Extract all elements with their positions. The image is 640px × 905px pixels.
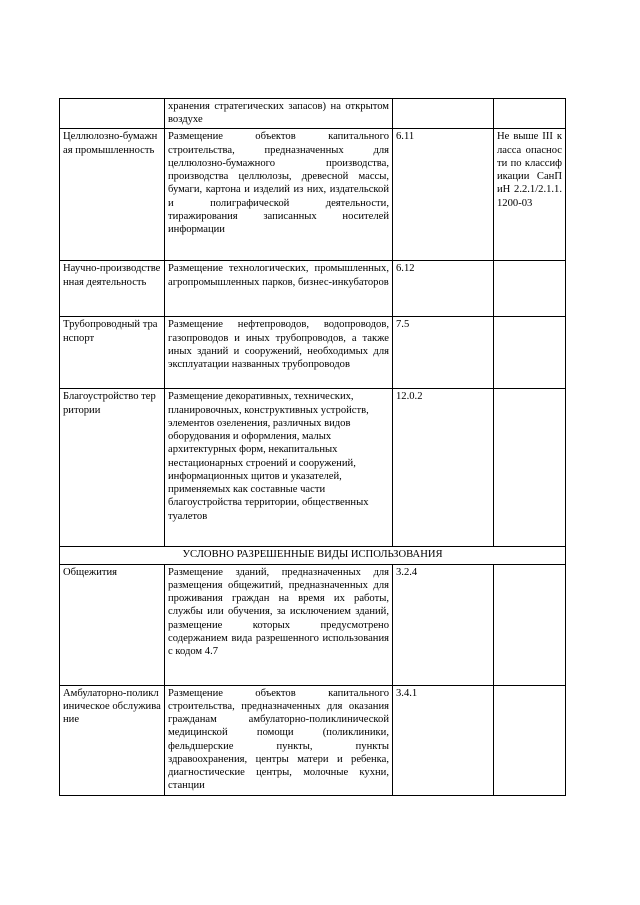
land-use-table <box>59 98 566 796</box>
code-cell: 3.4.1 <box>393 685 494 795</box>
restriction-cell <box>494 99 566 129</box>
restriction-cell <box>494 389 566 547</box>
description-cell: Размещение зданий, предназначенных для размещения общежитий, предназначенных для проживания граждан на время их работы, службы или обучения, за исключением зданий, размещение которых предусмотрено содержанием вида разрешенного использования с кодом 4.7 <box>165 564 393 685</box>
use-type-cell: Целлюлозно-бумажная промышленность <box>60 129 165 261</box>
table-row <box>60 261 566 317</box>
table-row <box>60 564 566 685</box>
code-cell: 12.0.2 <box>393 389 494 547</box>
table-row <box>60 129 566 261</box>
restriction-cell: Не выше III класса опасности по классификации СанПиН 2.2.1/2.1.1. 1200-03 <box>494 129 566 261</box>
code-cell: 6.11 <box>393 129 494 261</box>
code-cell: 7.5 <box>393 317 494 389</box>
table-row <box>60 389 566 547</box>
section-heading-row <box>60 547 566 564</box>
use-type-cell: Общежития <box>60 564 165 685</box>
code-cell: 6.12 <box>393 261 494 317</box>
description-cell: Размещение технологических, промышленных, агропромышленных парков, бизнес-инкубаторов <box>165 261 393 317</box>
use-type-cell: Трубопроводный транспорт <box>60 317 165 389</box>
use-type-cell <box>60 99 165 129</box>
restriction-cell <box>494 685 566 795</box>
description-cell: хранения стратегических запасов) на открытом воздухе <box>165 99 393 129</box>
restriction-cell <box>494 261 566 317</box>
use-type-cell: Благоустройство территории <box>60 389 165 547</box>
table-row <box>60 685 566 795</box>
code-cell <box>393 99 494 129</box>
description-cell: Размещение декоративных, технических, планировочных, конструктивных устройств, элементов озеленения, различных видов оборудования и оформления, малых архитектурных форм, некапитальных нестационарных строений и сооружений, информационных щитов и указателей, применяемых как составные части благоустройства территории, общественных туалетов <box>165 389 393 547</box>
table-row <box>60 317 566 389</box>
description-cell: Размещение объектов капитального строительства, предназначенных для оказания гражданам амбулаторно-поликлинической медицинской помощи (поликлиники, фельдшерские пункты, пункты здравоохранения, центры матери и ребенка, диагностические центры, молочные кухни, станции <box>165 685 393 795</box>
use-type-cell: Амбулаторно-поликлиническое обслуживание <box>60 685 165 795</box>
description-cell: Размещение нефтепроводов, водопроводов, газопроводов и иных трубопроводов, а также иных зданий и сооружений, необходимых для эксплуатации названных трубопроводов <box>165 317 393 389</box>
restriction-cell <box>494 564 566 685</box>
restriction-cell <box>494 317 566 389</box>
use-type-cell: Научно-производственная деятельность <box>60 261 165 317</box>
code-cell: 3.2.4 <box>393 564 494 685</box>
section-heading: УСЛОВНО РАЗРЕШЕННЫЕ ВИДЫ ИСПОЛЬЗОВАНИЯ <box>60 547 566 564</box>
table-row <box>60 99 566 129</box>
description-cell: Размещение объектов капитального строительства, предназначенных для целлюлозно-бумажного производства, производства целлюлозы, древесной массы, бумаги, картона и изделий из них, издательской и полиграфической деятельности, тиражирования записанных носителей информации <box>165 129 393 261</box>
